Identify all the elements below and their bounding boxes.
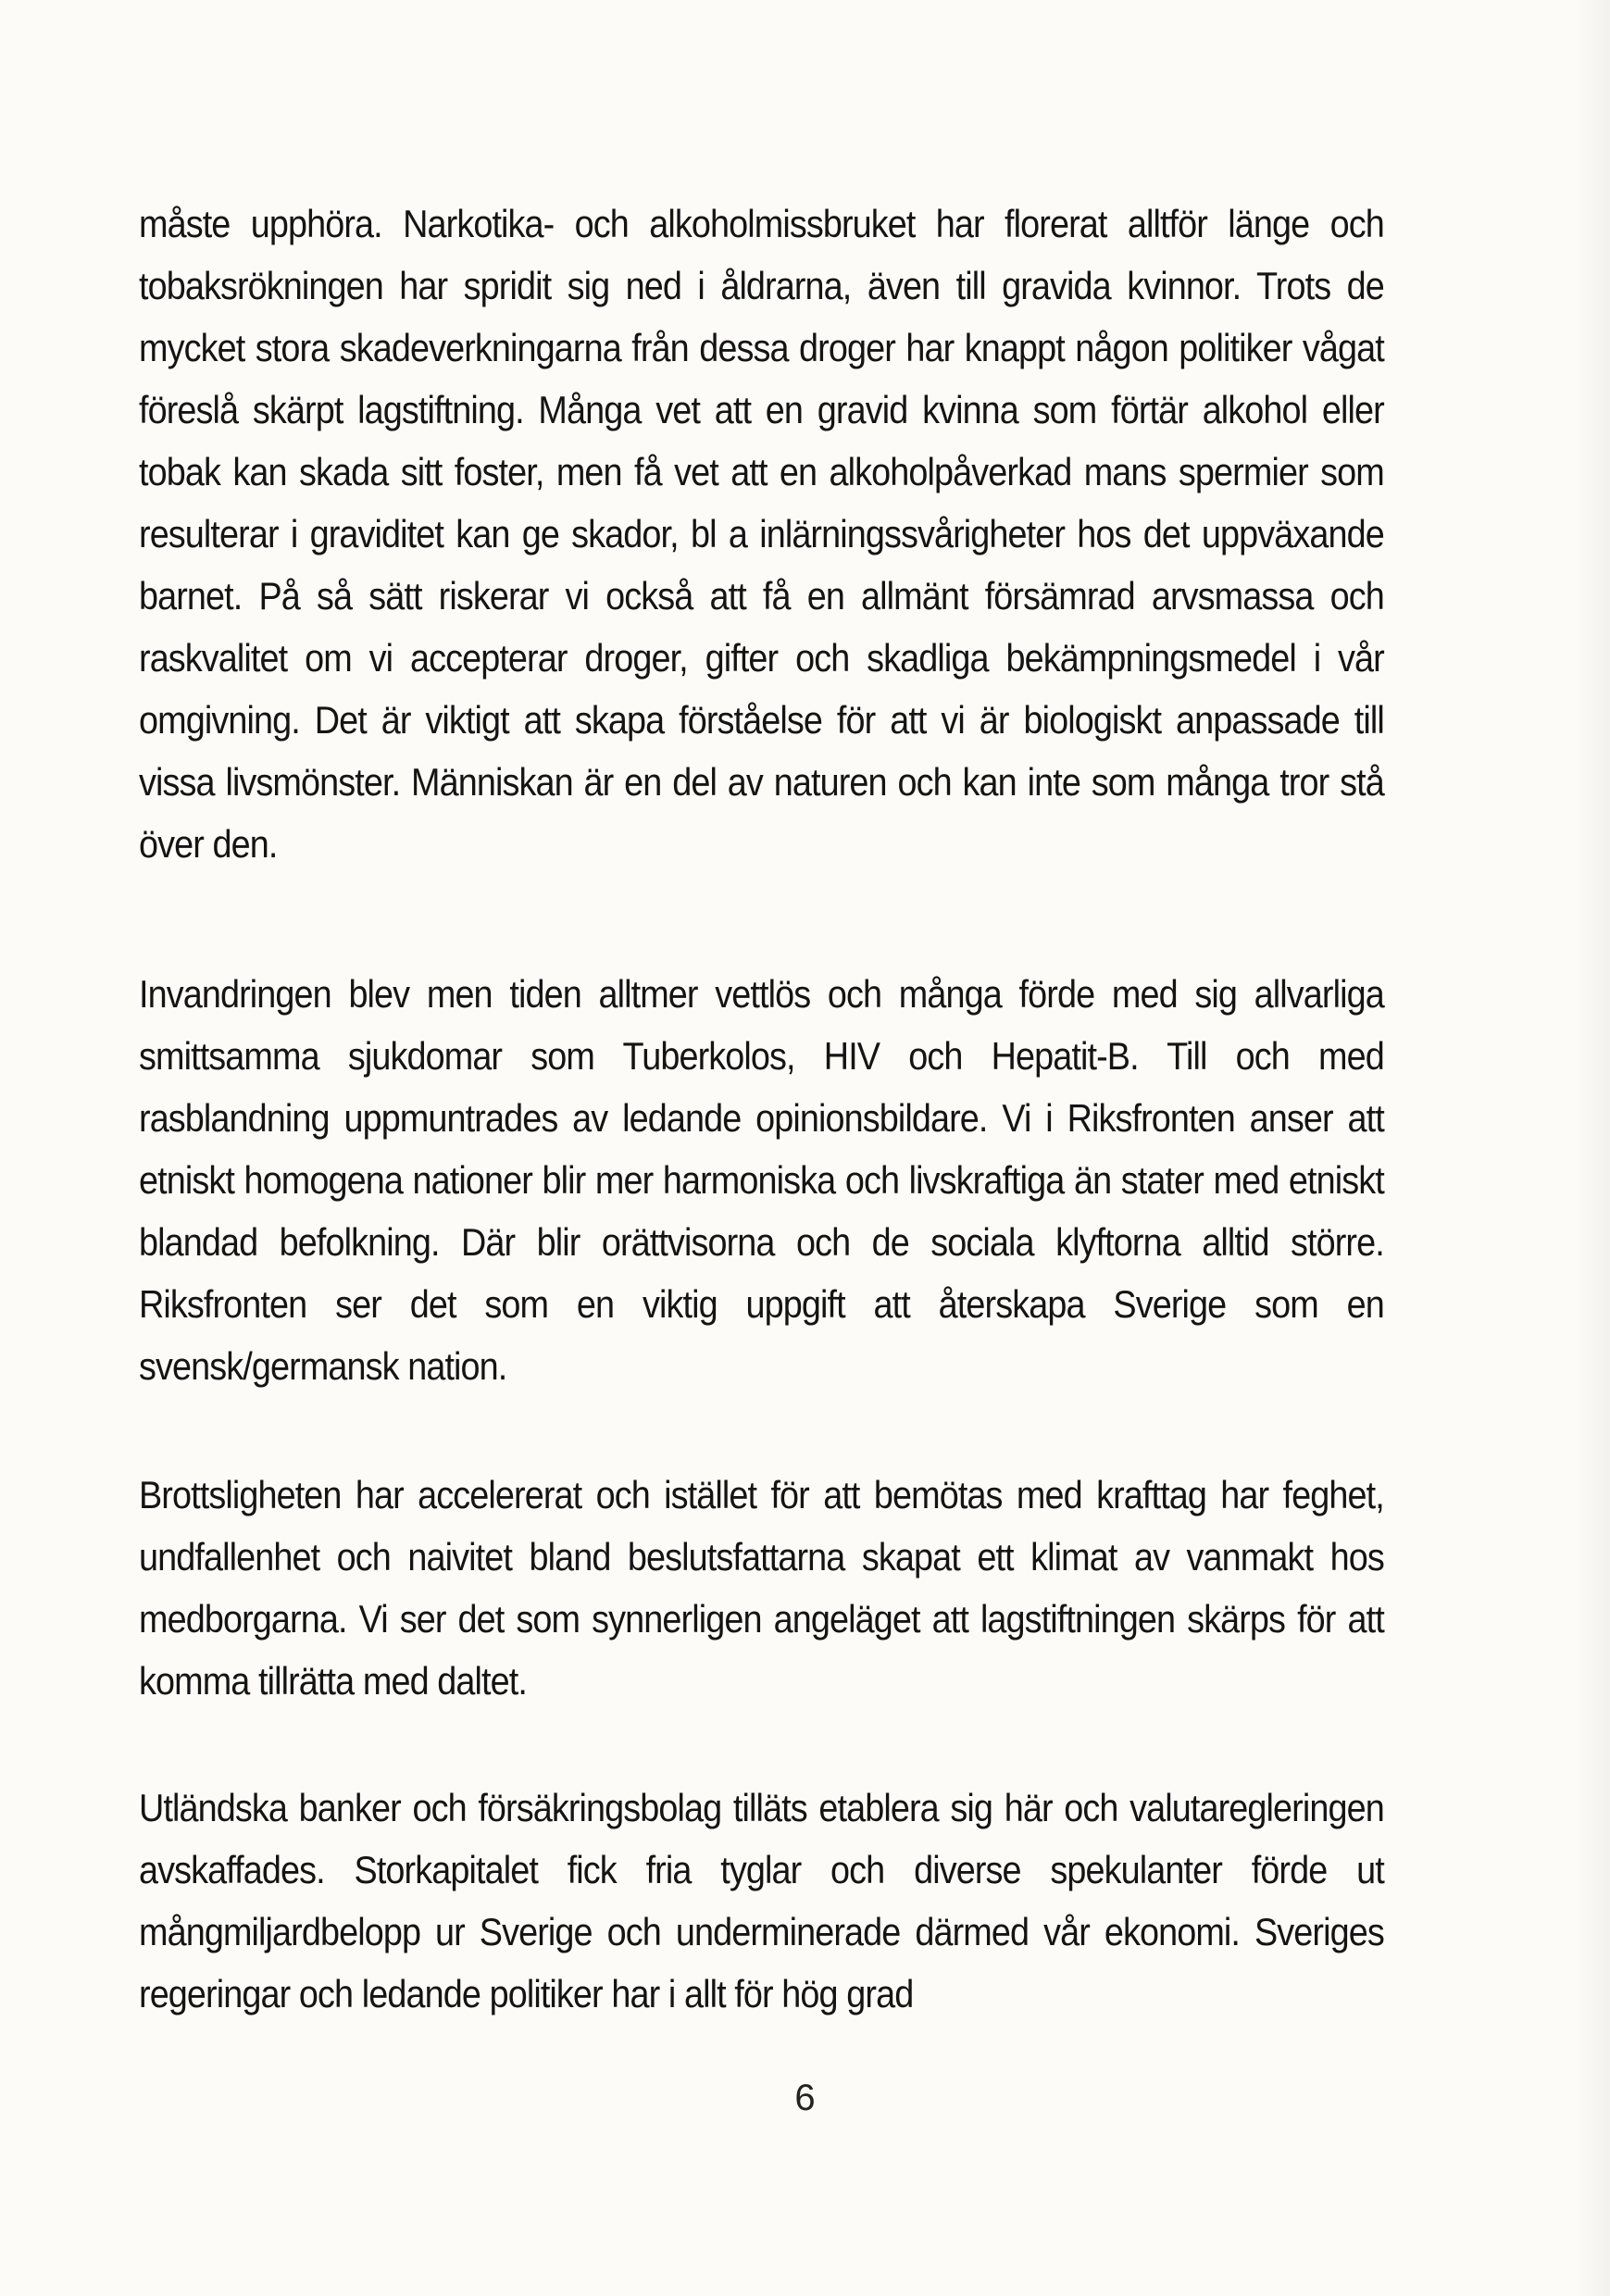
page-edge-shadow: [1573, 0, 1610, 2296]
paragraph-text: Brottsligheten har accelererat och istället för att bemötas med krafttag har feghet, undfallenhet och naivitet bland beslutsfattarna skapat ett klimat av vanmakt hos medborgarna. Vi ser det som synnerligen angeläget att lagstiftningen skärps för att komma tillrätta med daltet.: [139, 1473, 1384, 1703]
paragraph-banks: [139, 1777, 1384, 2025]
paragraph-text: Invandringen blev men tiden alltmer vettlös och många förde med sig allvarliga smittsamma sjukdomar som Tuberkolos, HIV och Hepatit-B. Till och med rasblandning uppmuntrades av ledande opinionsbildare. Vi i Riksfronten anser att etniskt homogena nationer blir mer harmoniska och livskraftiga än stater med etniskt blandad befolkning. Där blir orättvisorna och de sociala klyftorna alltid större. Riksfronten ser det som en viktig uppgift att återskapa Sverige som en svensk/germansk nation.: [139, 972, 1384, 1388]
paragraph-text: måste upphöra. Narkotika- och alkoholmissbruket har florerat alltför länge och tobaksrökningen har spridit sig ned i åldrarna, även till gravida kvinnor. Trots de mycket stora skadeverkningarna från dessa droger har knappt någon politiker vågat föreslå skärpt lagstiftning. Många vet att en gravid kvinna som förtär alkohol eller tobak kan skada sitt foster, men få vet att en alkoholpåverkad mans spermier som resulterar i graviditet kan ge skador, bl a inlärningssvårigheter hos det uppväxande barnet. På så sätt riskerar vi också att få en allmänt försämrad arvsmassa och raskvalitet om vi accepterar droger, gifter och skadliga bekämpningsmedel i vår omgivning. Det är viktigt att skapa förståelse för att vi är biologiskt anpassade till vissa livsmönster. Människan är en del av naturen och kan inte som många tror stå över den.: [139, 202, 1384, 866]
page-number: 6: [794, 2078, 816, 2118]
paragraph-crime: [139, 1464, 1384, 1712]
paragraph-immigration: [139, 963, 1384, 1397]
paragraph-text: Utländska banker och försäkringsbolag tilläts etablera sig här och valutaregleringen avskaffades. Storkapitalet fick fria tyglar och diverse spekulanter förde ut mångmiljardbelopp ur Sverige och underminerade därmed vår ekonomi. Sveriges regeringar och ledande politiker har i allt för hög grad: [139, 1786, 1384, 2015]
paragraph-drugs: [139, 193, 1384, 875]
